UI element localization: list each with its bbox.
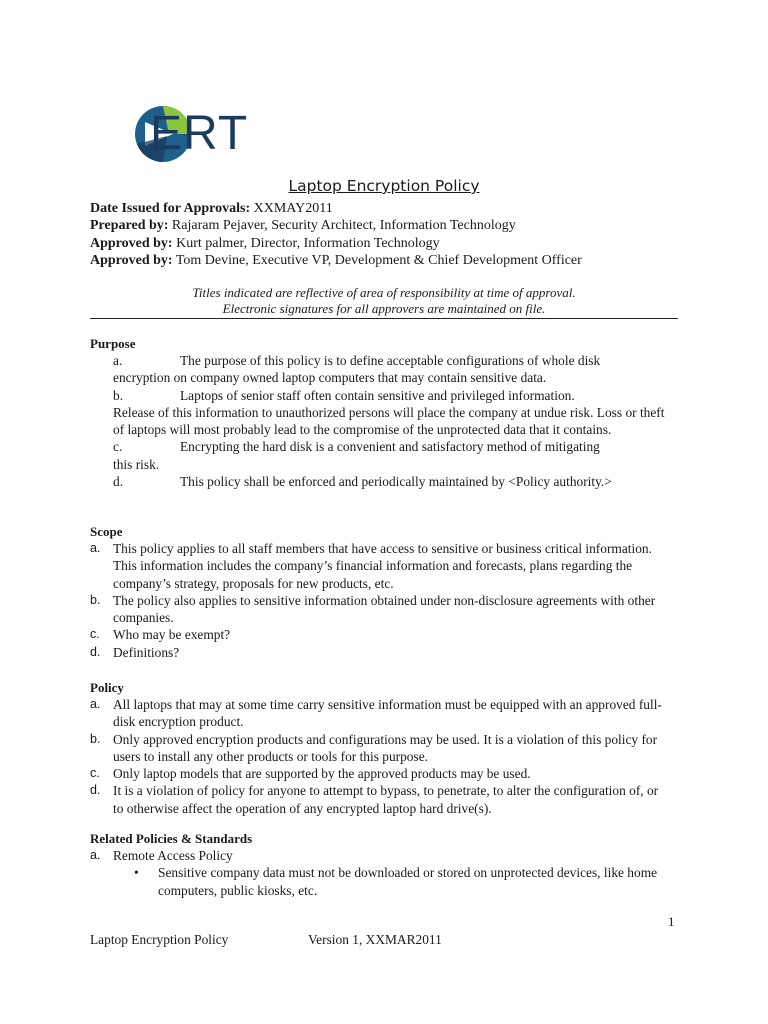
item-marker: b. (113, 387, 124, 403)
item-text: The policy also applies to sensitive information obtained under non-disclosure agreements with other companies. (113, 592, 656, 626)
meta-prepared-by (90, 217, 710, 234)
meta-value: XXMAY2011 (250, 201, 333, 216)
item-marker: a. (113, 353, 123, 368)
item-text: This policy applies to all staff members that have access to sensitive or business critical information. This information includes the company’s financial information and forecasts, plans regarding the company’s strategy, proposals for new products, etc. (113, 541, 652, 591)
meta-approved-by (90, 235, 710, 252)
scope-section (90, 523, 670, 661)
meta-label: Date Issued for Approvals: (90, 201, 251, 216)
item-marker: c. (113, 439, 123, 455)
item-marker: b. (90, 731, 101, 746)
policy-section (90, 679, 670, 817)
list-item (90, 765, 670, 782)
list-item (90, 847, 670, 864)
item-text: Laptops of senior staff often contain sensitive and privileged information. (180, 387, 575, 403)
item-marker: a. (90, 848, 101, 862)
item-text-continued: encryption on company owned laptop computers that may contain sensitive data. (113, 370, 547, 386)
section-heading: Purpose (90, 336, 136, 351)
item-text: The purpose of this policy is to define acceptable configurations of whole disk (180, 353, 601, 368)
footer-title: Laptop Encryption Policy (90, 932, 229, 947)
meta-value: Rajaram Pejaver, Security Architect, Information Technology (168, 218, 516, 234)
list-item (90, 731, 670, 766)
ert-logo-text: ERT (150, 107, 249, 160)
list-item (90, 592, 670, 627)
purpose-item (113, 352, 673, 387)
list-item (90, 782, 670, 817)
list-item (90, 644, 670, 661)
item-marker: b. (90, 592, 101, 607)
item-text: Encrypting the hard disk is a convenient and satisfactory method of mitigating (180, 439, 600, 455)
item-text: This policy shall be enforced and periodically maintained by <Policy authority.> (180, 474, 612, 490)
item-text: Remote Access Policy (113, 848, 233, 863)
item-text: Who may be exempt? (113, 627, 231, 643)
list-item (90, 540, 670, 592)
note-line: Titles indicated are reflective of area of responsibility at time of approval. (192, 285, 576, 300)
item-marker: c. (90, 627, 100, 642)
approval-meta (90, 200, 710, 269)
item-text: It is a violation of policy for anyone to attempt to bypass, to penetrate, to alter the configuration of, or to otherwise affect the operation of any encrypted laptop hard drive(s). (113, 783, 659, 816)
footer-version: Version 1, XXMAR2011 (308, 932, 442, 947)
item-text: Sensitive company data must not be downloaded or stored on unprotected devices, like home computers, public kiosks, etc. (158, 865, 658, 898)
item-marker: d. (90, 644, 101, 659)
meta-date-issued (90, 200, 710, 217)
section-heading: Related Policies & Standards (90, 831, 253, 846)
section-heading: Policy (90, 680, 124, 695)
document-title: Laptop Encryption Policy (288, 177, 480, 195)
item-text: All laptops that may at some time carry sensitive information must be equipped with an approved full-disk encryption product. (113, 697, 662, 730)
bullet-item (90, 864, 670, 899)
purpose-item (113, 387, 673, 439)
item-text-continued: Release of this information to unauthorized persons will place the company at undue risk. Loss or theft of laptops will most probably lead to the compromise of the unprotected data that it contains. (113, 404, 665, 438)
purpose-section (90, 335, 690, 490)
list-item (90, 696, 670, 731)
item-marker: a. (90, 697, 101, 711)
purpose-item (113, 438, 673, 473)
item-text: Only laptop models that are supported by the approved products may be used. (113, 766, 531, 782)
item-marker: a. (90, 541, 101, 555)
page-number: 1 (668, 914, 675, 929)
meta-label: Approved by: (90, 252, 173, 268)
meta-value: Kurt palmer, Director, Information Technology (172, 235, 440, 251)
purpose-item (113, 473, 673, 490)
list-item (90, 626, 670, 643)
meta-approved-by (90, 252, 710, 269)
item-text: Definitions? (113, 644, 180, 660)
item-marker: c. (90, 766, 100, 781)
meta-value: Tom Devine, Executive VP, Development & Chief Development Officer (172, 252, 582, 268)
bullet-icon: • (134, 865, 139, 881)
item-text: Only approved encryption products and configurations may be used. It is a violation of this policy for users to install any other products or tools for this purpose. (113, 731, 658, 764)
item-text-continued: this risk. (113, 456, 160, 472)
item-marker: d. (90, 783, 101, 798)
note-line: Electronic signatures for all approvers are maintained on file. (222, 300, 546, 316)
section-heading: Scope (90, 524, 123, 539)
meta-label: Approved by: (90, 235, 173, 251)
related-section (90, 830, 670, 899)
meta-label: Prepared by: (90, 218, 169, 234)
header-divider (90, 318, 678, 319)
approval-note (90, 285, 678, 316)
item-marker: d. (113, 474, 124, 490)
